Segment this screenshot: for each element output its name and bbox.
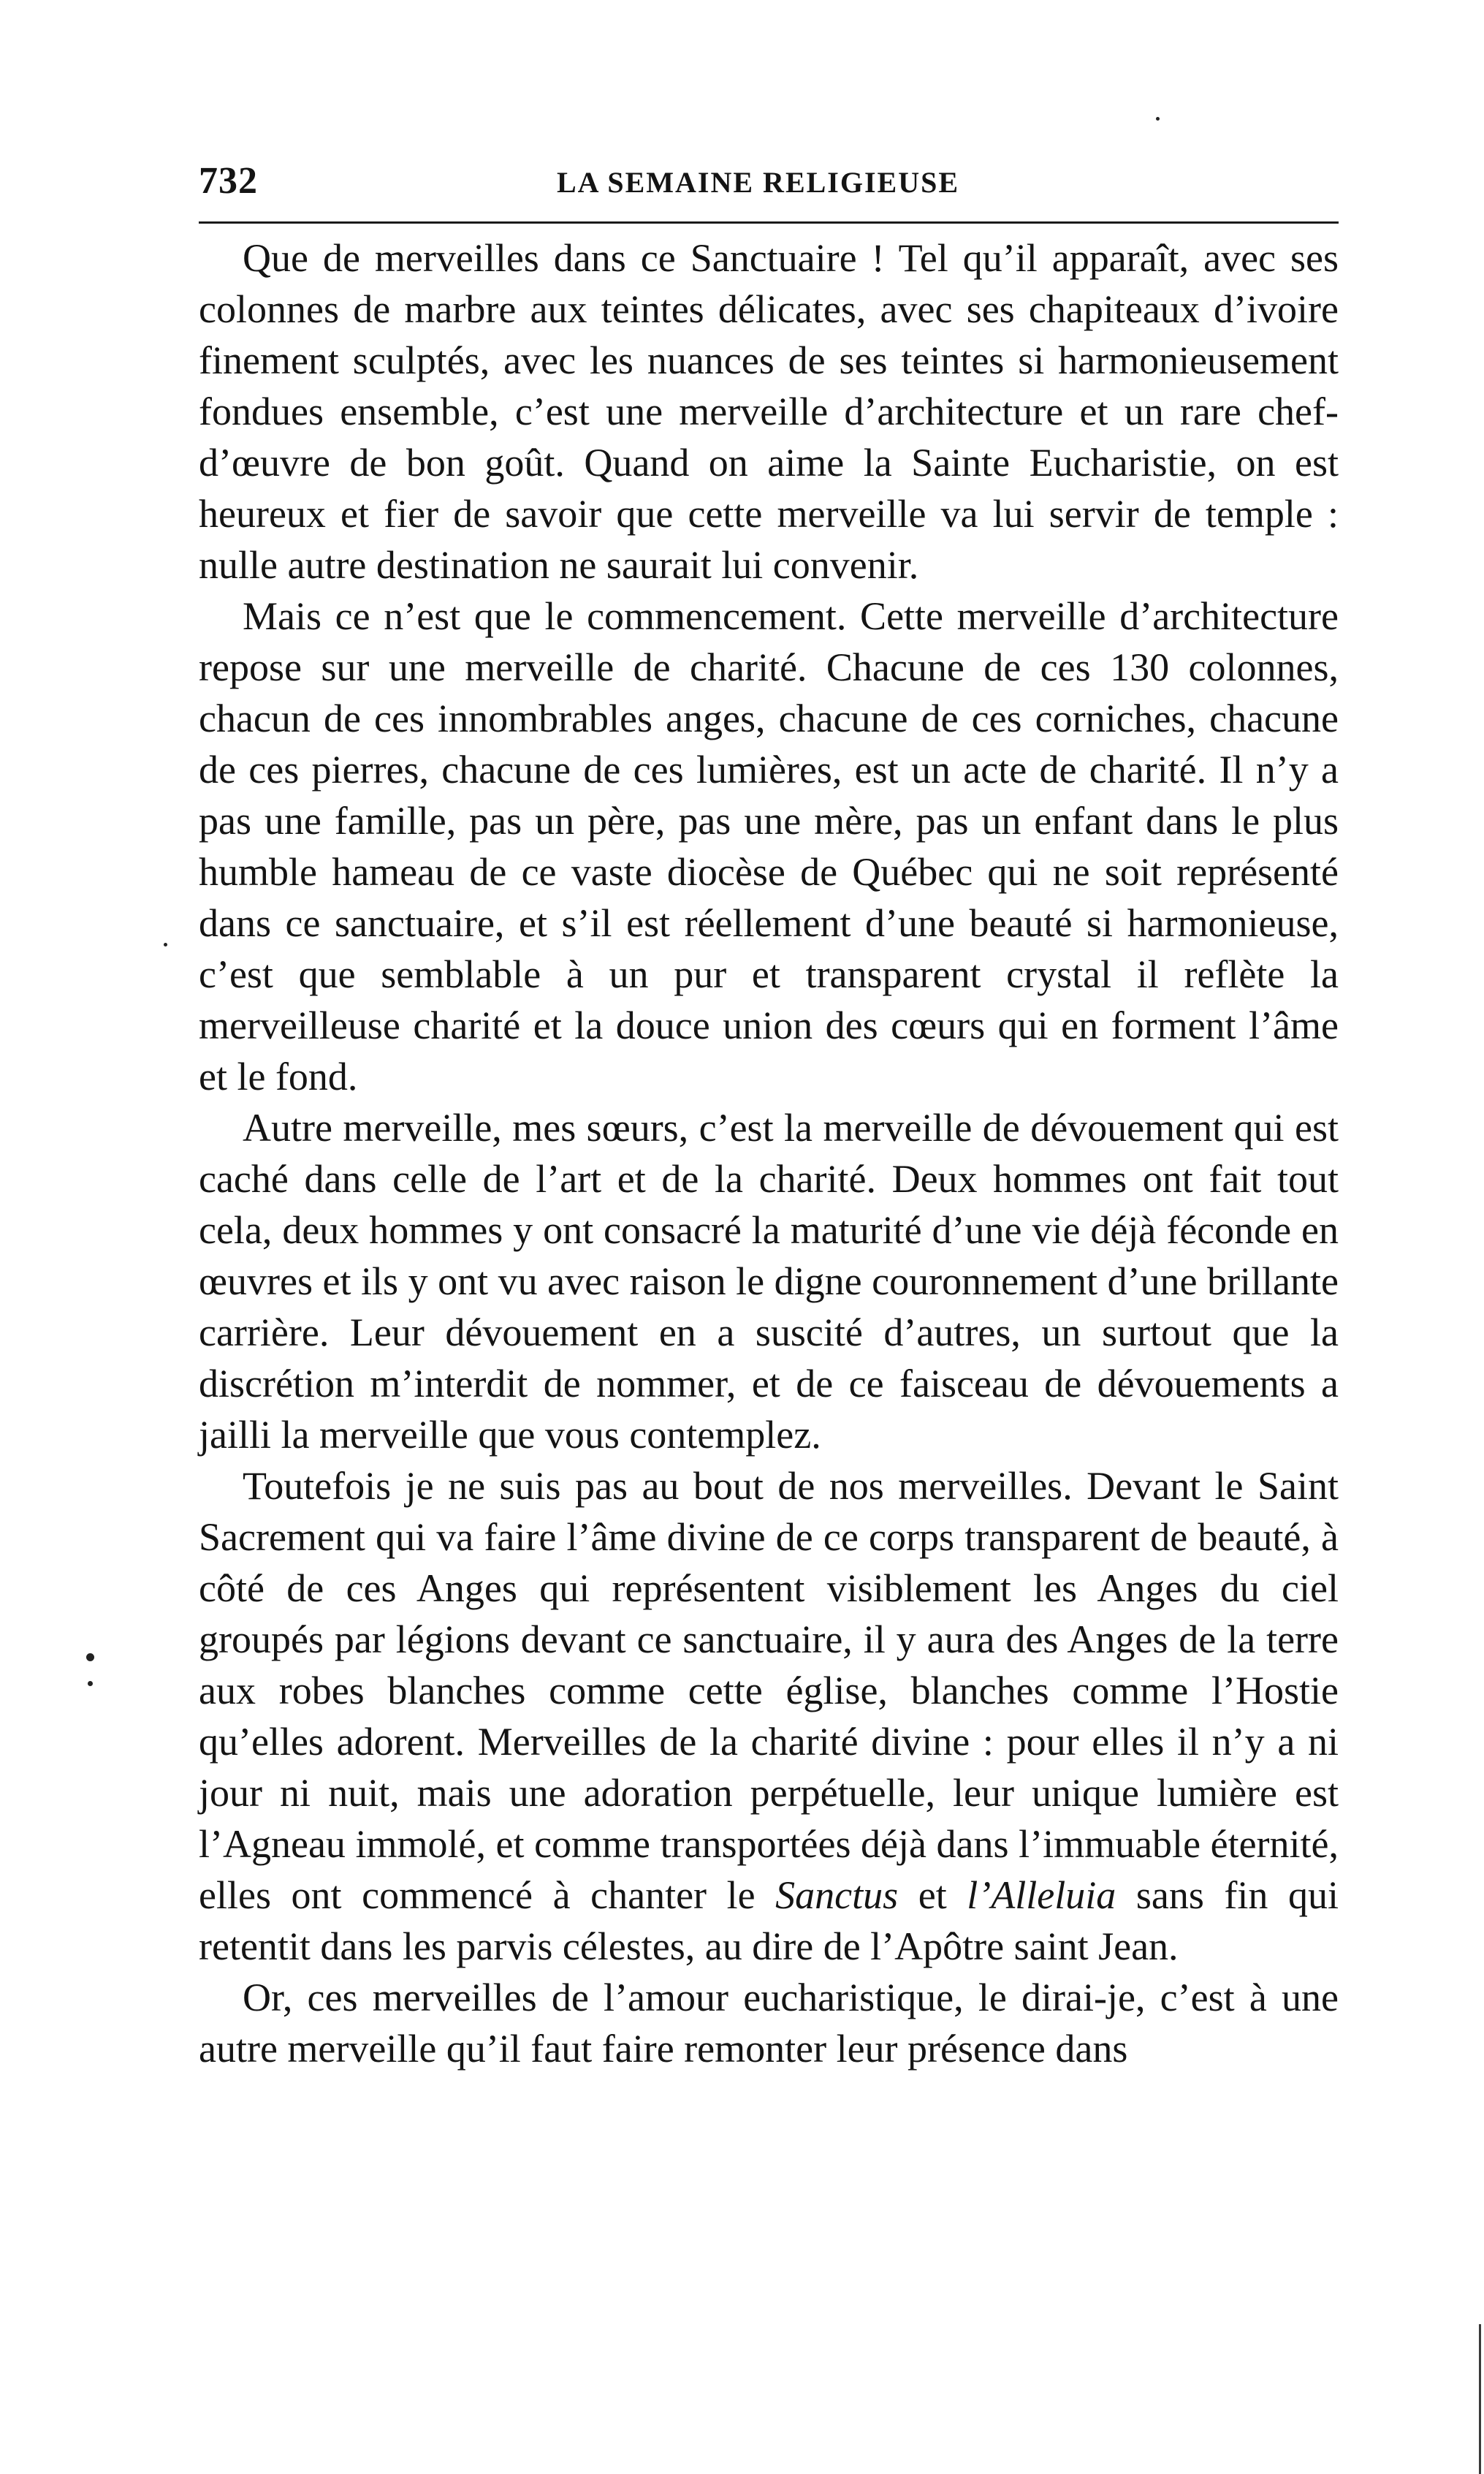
paragraph-2: Mais ce n’est que le commencement. Cette merveille d’architecture repose sur une merveille de charité. Chacune de ces 130 colonnes, chacun de ces innombrables anges, chacune de ces corniches, chacune de ces pierres, chacune de ces lumières, est un acte de charité. Il n’y a pas une famille, pas un père, pas une mère, pas un enfant dans le plus humble hameau de ce vaste diocèse de Québec qui ne soit représenté dans ce sanctuaire, et s’il est réellement d’une beauté si harmonieuse, c’est que semblable à un pur et transparent crystal il reflète la merveilleuse charité et la douce union des cœurs qui en forment l’âme et le fond. bbox=[199, 594, 1339, 1098]
running-title: LA SEMAINE RELIGIEUSE bbox=[557, 166, 960, 199]
paragraph-4-text-start: Toutefois je ne suis pas au bout de nos merveilles. Devant le Saint Sacrement qui va faire l’âme divine de ce corps transparent de beauté, à côté de ces Anges qui représentent visiblement les Anges du ciel groupés par légions devant ce sanctuaire, il y aura des Anges de la terre aux robes blanches comme cette église, blanches comme l’Hostie qu’elles adorent. Merveilles de la charité divine : pour elles il n’y a ni jour ni nuit, mais une adoration perpétuelle, leur unique lumière est l’Agneau immolé, et comme transportées déjà dans l’immuable éternité, elles ont commencé à chanter le bbox=[199, 1464, 1339, 1917]
alleluia-italic: l’Alleluia bbox=[967, 1873, 1116, 1917]
page-header bbox=[199, 159, 1339, 210]
margin-dot bbox=[88, 1681, 93, 1686]
page-number: 732 bbox=[199, 160, 258, 202]
print-speck bbox=[1156, 117, 1160, 121]
paragraph-1: Que de merveilles dans ce Sanctuaire ! Tel qu’il apparaît, avec ses colonnes de marbre aux teintes délicates, avec ses chapiteaux d’ivoire finement sculptés, avec les nuances de ses teintes si harmonieusement fondues ensemble, c’est une merveille d’architecture et un rare chef-d’œuvre de bon goût. Quand on aime la Sainte Eucharistie, on est heureux et fier de savoir que cette merveille va lui servir de temple : nulle autre destination ne saurait lui convenir. bbox=[199, 236, 1339, 587]
paragraph-3: Autre merveille, mes sœurs, c’est la merveille de dévouement qui est caché dans celle de l’art et de la charité. Deux hommes ont fait tout cela, deux hommes y ont consacré la maturité d’une vie déjà féconde en œuvres et ils y ont vu avec raison le digne couronnement d’une brillante carrière. Leur dévouement en a suscité d’autres, un surtout que la discrétion m’interdit de nommer, et de ce faisceau de dévouements a jailli la merveille que vous contemplez. bbox=[199, 1106, 1339, 1457]
header-rule bbox=[199, 221, 1339, 224]
body-text bbox=[199, 232, 1339, 2074]
paragraph-4-text-mid: et bbox=[898, 1873, 967, 1917]
margin-dot bbox=[86, 1653, 94, 1661]
print-speck bbox=[164, 943, 167, 946]
page-edge-mark bbox=[1479, 2324, 1481, 2474]
paragraph-5: Or, ces merveilles de l’amour eucharistique, le dirai-je, c’est à une autre merveille qu’il faut faire remonter leur présence dans bbox=[199, 1976, 1339, 2071]
sanctus-italic: Sanctus bbox=[775, 1873, 899, 1917]
paragraph-4 bbox=[199, 1460, 1339, 1972]
paragraph-4-text-end: sans fin qui retentit dans les parvis célestes, au dire de l’Apôtre saint Jean. bbox=[199, 1873, 1339, 1968]
